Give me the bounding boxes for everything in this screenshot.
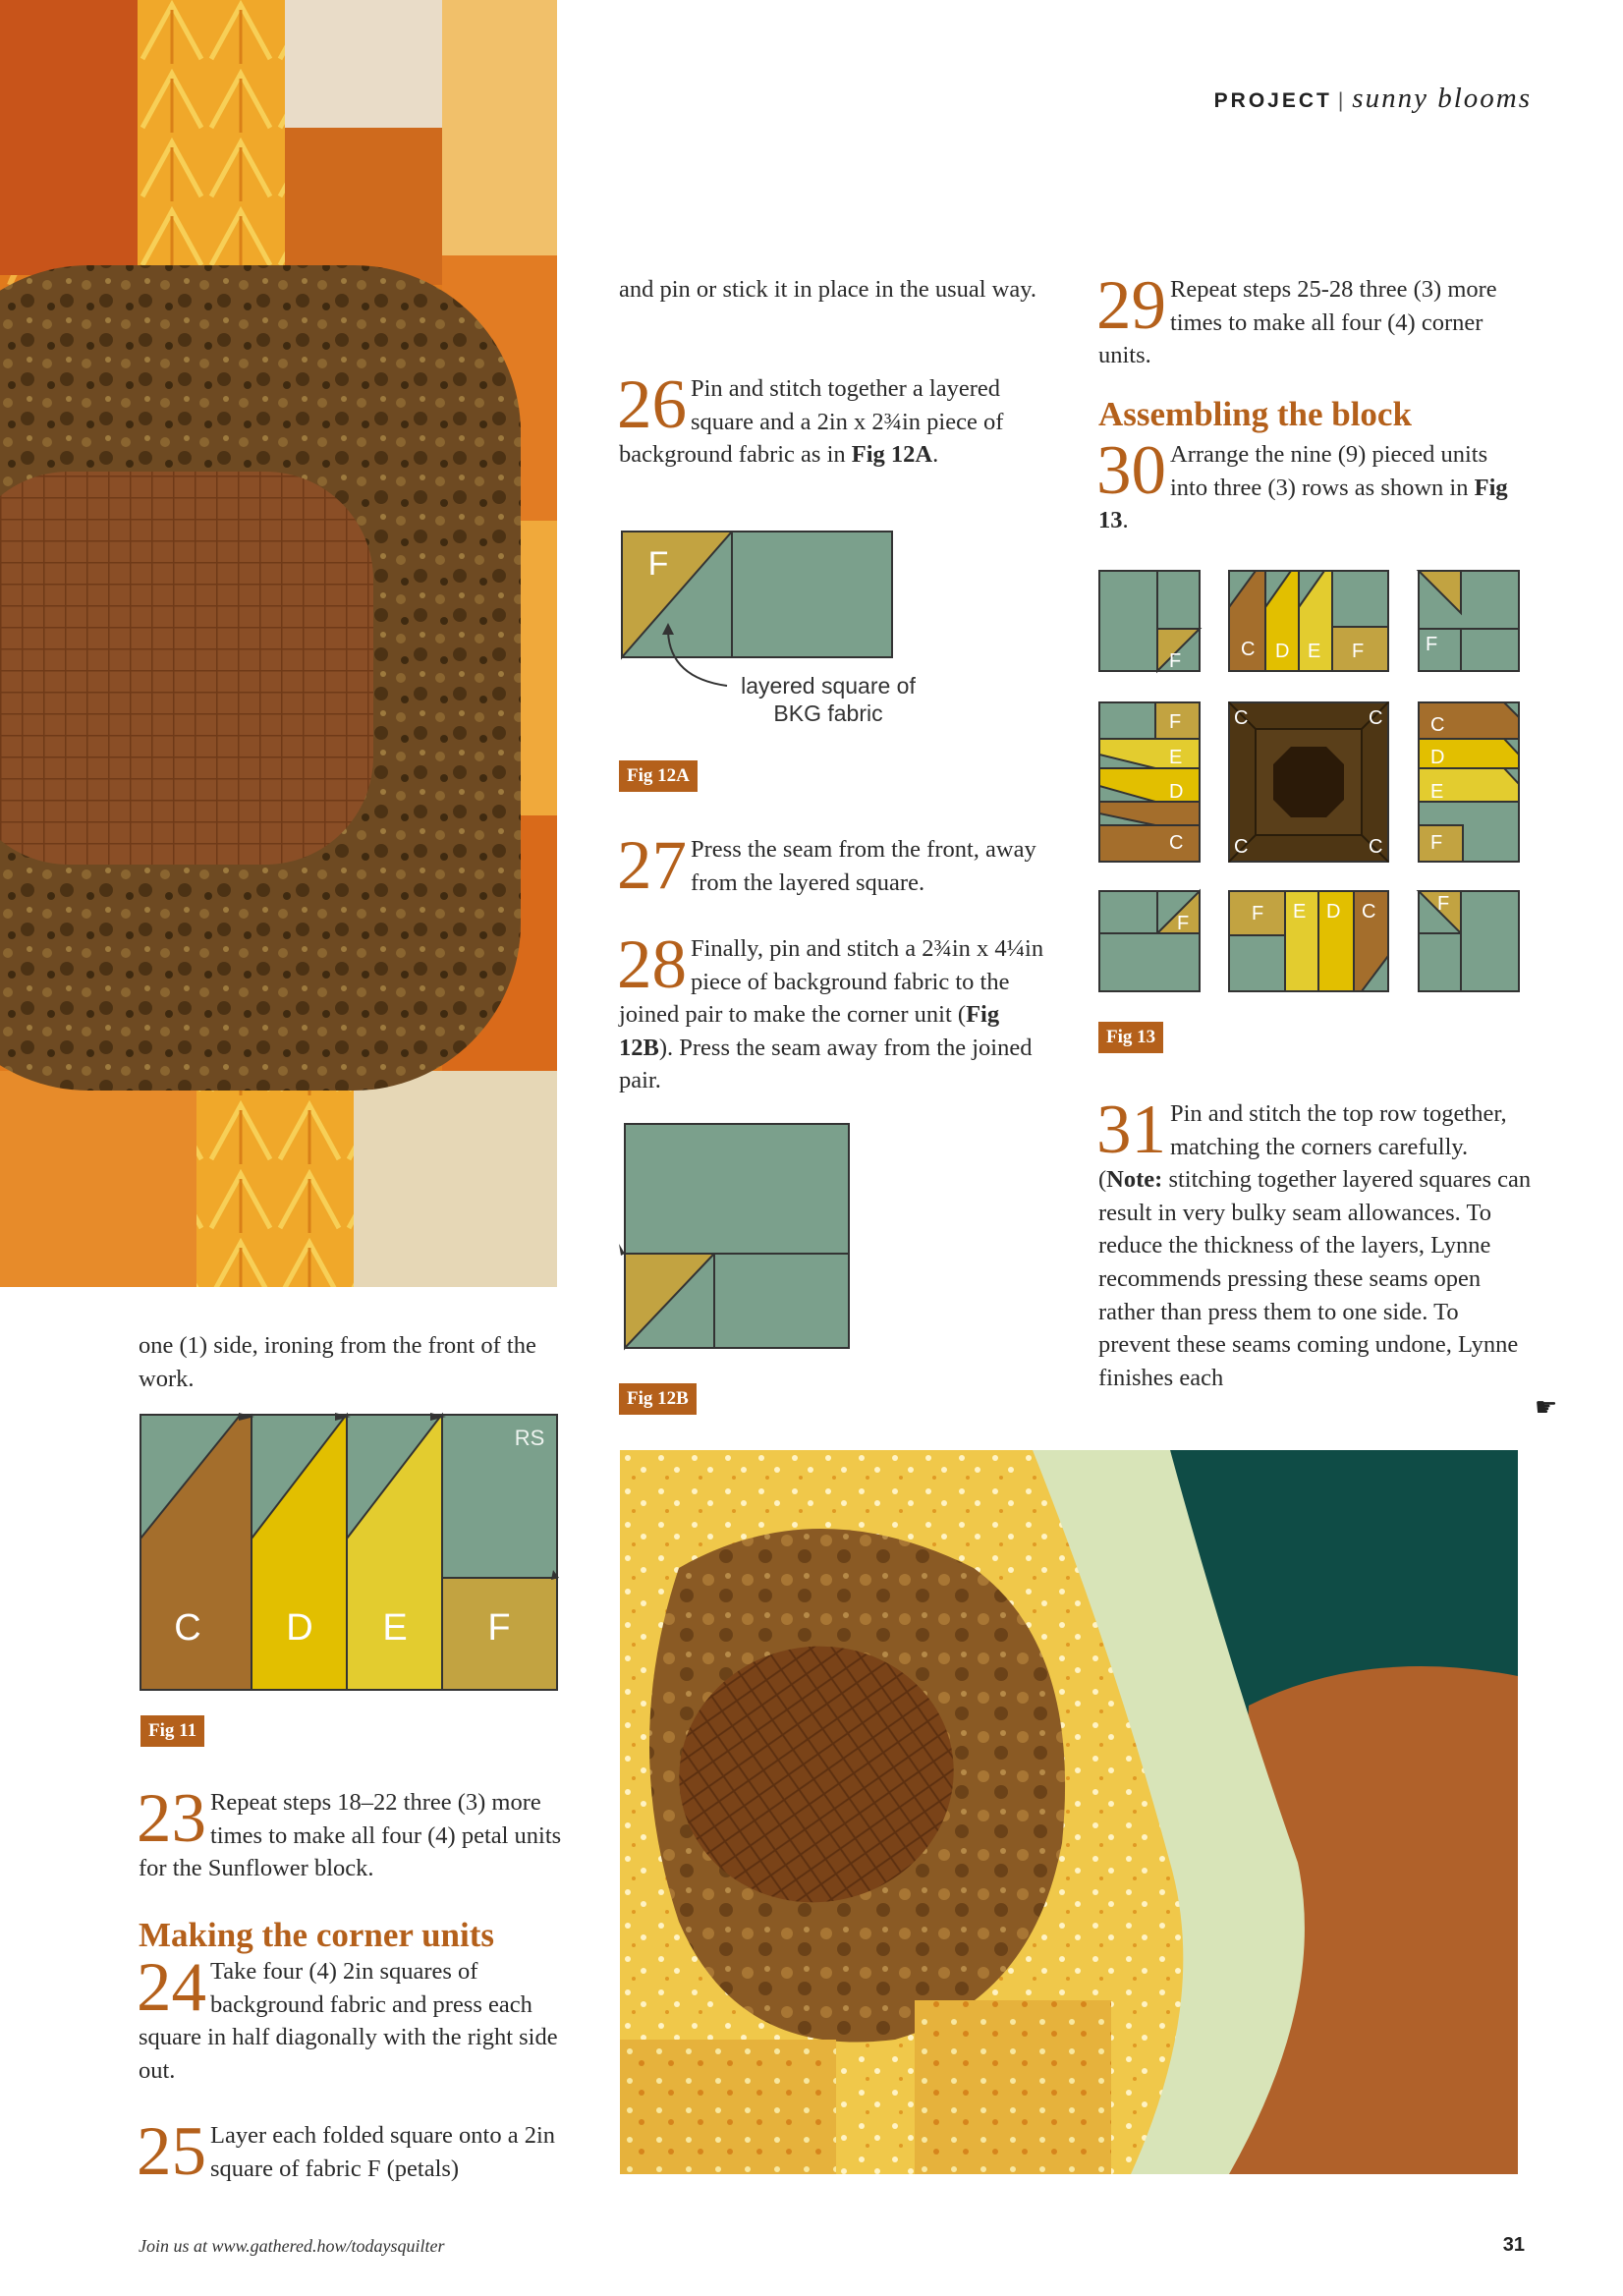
svg-text:F: F xyxy=(1169,711,1182,733)
fig12b-svg xyxy=(619,1120,855,1356)
heading-assembling-block: Assembling the block xyxy=(1098,395,1412,433)
fig11-label: Fig 11 xyxy=(140,1715,204,1747)
step-number: 28 xyxy=(617,926,687,1003)
finished-cushion-image xyxy=(620,1450,1518,2174)
step-text: Pin and stitch the top row together, matching the corners carefully. ( xyxy=(1098,1100,1507,1194)
svg-text:F: F xyxy=(1437,893,1450,915)
svg-text:E: E xyxy=(1430,781,1444,803)
svg-text:C: C xyxy=(1241,639,1256,660)
svg-text:F: F xyxy=(1177,913,1190,934)
note-label: Note: xyxy=(1106,1166,1163,1194)
fig12b-label: Fig 12B xyxy=(619,1383,697,1415)
svg-text:D: D xyxy=(1275,641,1290,662)
fig13-unit-center xyxy=(1229,702,1388,862)
fig-12a-ref: Fig 12A xyxy=(851,441,933,469)
step-text: Pin and stitch together a layered square and a 2in x 2¾in piece of background fabric as in xyxy=(619,375,1004,469)
step-number: 31 xyxy=(1096,1092,1166,1168)
step-30 xyxy=(1096,432,1531,537)
step-number: 25 xyxy=(137,2113,206,2190)
step-26 xyxy=(617,366,1051,472)
step-number: 24 xyxy=(137,1949,206,2026)
svg-text:F: F xyxy=(1430,832,1443,854)
fig11-diagram xyxy=(139,1411,571,1696)
fig13-unit-middle-left xyxy=(1099,702,1200,862)
step-number: 26 xyxy=(617,366,687,443)
fig13-unit-bottom-middle xyxy=(1229,891,1388,991)
fig13-svg xyxy=(1096,568,1521,994)
fig12a-letter-f: F xyxy=(647,545,669,583)
step-text: Arrange the nine (9) pieced units into three (3) rows as shown in xyxy=(1170,441,1488,501)
svg-text:E: E xyxy=(1308,641,1321,662)
running-header xyxy=(1214,83,1532,115)
fig12a-label: Fig 12A xyxy=(619,760,698,792)
left-continued-text: one (1) side, ironing from the front of the work. xyxy=(139,1332,536,1392)
step-text: Take four (4) 2in squares of background fabric and press each square in half diagonally with the right side out. xyxy=(139,1958,558,2084)
step-text-cont: stitching together layered squares can result in very bulky seam allowances. To reduce the thickness of the layers, Lynne recommends pressing these seams open rather than press them to one side. To prevent these seams coming undone, Lynne finishes each xyxy=(1098,1166,1532,1391)
fig12b-diagram xyxy=(619,1120,855,1356)
svg-text:E: E xyxy=(1293,901,1307,923)
fig13-unit-top-right xyxy=(1419,571,1519,671)
svg-text:C: C xyxy=(1169,832,1184,854)
step-number: 30 xyxy=(1096,432,1166,509)
svg-text:C: C xyxy=(1369,707,1383,729)
step-23 xyxy=(137,1780,571,1885)
fig13-unit-bottom-left xyxy=(1099,891,1200,991)
svg-text:E: E xyxy=(1169,747,1183,768)
fig12a-caption-line2: BKG fabric xyxy=(773,700,883,726)
svg-text:D: D xyxy=(1169,781,1184,803)
step-29 xyxy=(1096,267,1531,372)
step-27 xyxy=(617,827,1051,904)
step-text: Finally, pin and stitch a 2¾in x 4¼in piece of background fabric to the joined pair to make the corner unit ( xyxy=(619,935,1044,1029)
footer-website: Join us at www.gathered.how/todaysquilter xyxy=(139,2236,445,2256)
svg-text:F: F xyxy=(1252,903,1264,924)
section-label: PROJECT xyxy=(1213,89,1332,112)
step-text-end: ). Press the seam away from the joined pair. xyxy=(619,1034,1033,1094)
project-title: sunny blooms xyxy=(1352,83,1532,114)
fig11-letter-e: E xyxy=(382,1607,408,1649)
svg-text:C: C xyxy=(1430,714,1445,736)
step-number: 27 xyxy=(617,827,687,904)
quilt-closeup-image xyxy=(0,0,557,1287)
heading-making-corner-units: Making the corner units xyxy=(139,1916,494,1954)
fig11-letter-f: F xyxy=(487,1607,511,1649)
fig11-svg xyxy=(139,1411,571,1696)
step-text-end: . xyxy=(1122,507,1129,534)
fig13-label: Fig 13 xyxy=(1098,1022,1163,1053)
svg-text:C: C xyxy=(1362,901,1376,923)
step-text: Repeat steps 25-28 three (3) more times to make all four (4) corner units. xyxy=(1098,276,1497,369)
step-number: 29 xyxy=(1096,267,1166,344)
finished-cushion-photo xyxy=(620,1450,1518,2174)
fig11-rs-label: RS xyxy=(514,1426,545,1450)
svg-text:F: F xyxy=(1426,634,1438,655)
step-number: 23 xyxy=(137,1780,206,1857)
svg-text:C: C xyxy=(1234,836,1249,858)
fig13-unit-top-middle xyxy=(1229,571,1388,671)
svg-text:F: F xyxy=(1169,650,1182,672)
step-24 xyxy=(137,1949,571,2087)
svg-text:F: F xyxy=(1352,641,1365,662)
fig11-letter-c: C xyxy=(174,1607,201,1649)
fig12a-diagram xyxy=(619,529,973,735)
svg-text:D: D xyxy=(1326,901,1341,923)
step-31 xyxy=(1096,1092,1536,1394)
fig13-unit-middle-right xyxy=(1419,702,1519,862)
fig11-letter-d: D xyxy=(286,1607,313,1649)
step-28 xyxy=(617,926,1051,1097)
fig13-unit-top-left xyxy=(1099,571,1200,672)
step-text-end: . xyxy=(932,441,939,469)
fig-13-ref: Fig 13 xyxy=(1098,474,1508,534)
svg-text:C: C xyxy=(1234,707,1249,729)
step-25 xyxy=(137,2113,576,2190)
quilt-closeup-photo xyxy=(0,0,557,1287)
pointing-hand-icon: ☛ xyxy=(1535,1393,1558,1423)
step-text: Repeat steps 18–22 three (3) more times to make all four (4) petal units for the Sunflower block. xyxy=(139,1789,562,1882)
middle-continued-text: and pin or stick it in place in the usual way. xyxy=(619,276,1037,303)
step-text: Layer each folded square onto a 2in square of fabric F (petals) xyxy=(210,2122,556,2182)
svg-text:D: D xyxy=(1430,747,1445,768)
page-number: 31 xyxy=(1502,2234,1525,2256)
fig-12b-ref: Fig 12B xyxy=(619,1001,1000,1061)
header-separator: | xyxy=(1337,89,1347,112)
step-text: Press the seam from the front, away from the layered square. xyxy=(691,836,1036,896)
fig12a-caption-line1: layered square of xyxy=(741,673,916,699)
svg-text:C: C xyxy=(1369,836,1383,858)
fig12a-svg xyxy=(619,529,973,735)
fig13-unit-bottom-right xyxy=(1419,891,1519,991)
fig13-diagram xyxy=(1096,568,1521,994)
